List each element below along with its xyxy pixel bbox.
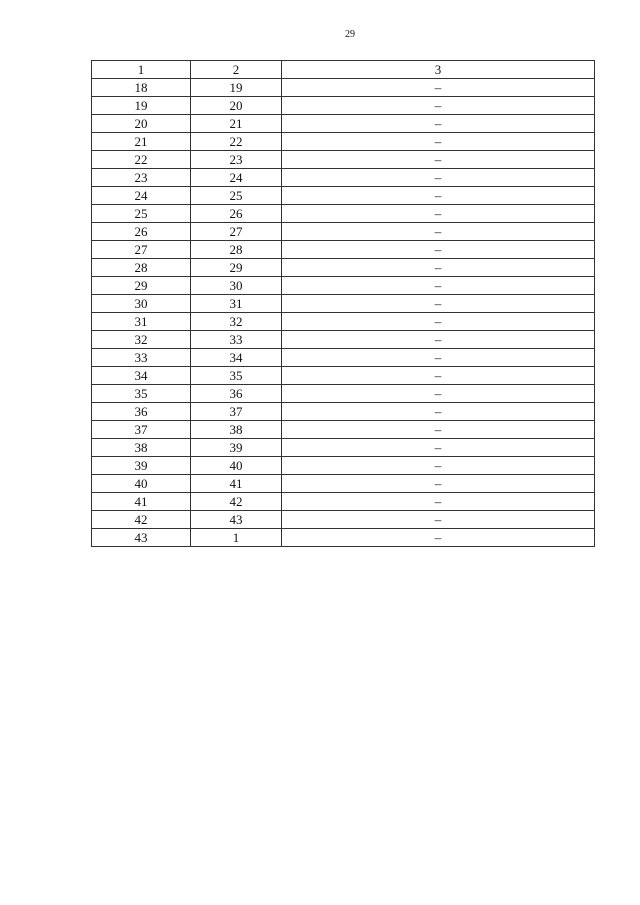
table-row: [92, 169, 595, 187]
table-cell-col-1: 32: [92, 331, 191, 349]
table-row: [92, 475, 595, 493]
table-cell-col-3: –: [282, 205, 595, 223]
table-cell-col-1: 42: [92, 511, 191, 529]
table-row: [92, 529, 595, 547]
table-cell-col-2: 21: [191, 115, 282, 133]
table-row: [92, 205, 595, 223]
table-row: [92, 511, 595, 529]
table-row: [92, 367, 595, 385]
table-cell-col-2: 38: [191, 421, 282, 439]
table-cell-col-1: 29: [92, 277, 191, 295]
table-cell-col-3: –: [282, 313, 595, 331]
table-cell-col-2: 36: [191, 385, 282, 403]
table-row: [92, 133, 595, 151]
table-cell-col-3: –: [282, 259, 595, 277]
table-row: [92, 403, 595, 421]
table-cell-col-1: 18: [92, 79, 191, 97]
table-cell-col-1: 25: [92, 205, 191, 223]
table-cell-col-3: –: [282, 403, 595, 421]
table-cell-col-2: 34: [191, 349, 282, 367]
table-cell-col-3: –: [282, 187, 595, 205]
table-row: [92, 223, 595, 241]
table-cell-col-3: –: [282, 367, 595, 385]
table-cell-col-2: 39: [191, 439, 282, 457]
table-cell-col-3: –: [282, 385, 595, 403]
table-cell-col-2: 24: [191, 169, 282, 187]
table-cell-col-3: –: [282, 133, 595, 151]
table-row: [92, 421, 595, 439]
table-cell-col-1: 19: [92, 97, 191, 115]
table-cell-col-1: 41: [92, 493, 191, 511]
table-row: [92, 493, 595, 511]
table-row: [92, 439, 595, 457]
table-cell-col-2: 31: [191, 295, 282, 313]
table-row: [92, 79, 595, 97]
column-header-1: 1: [92, 61, 191, 79]
table-cell-col-1: 40: [92, 475, 191, 493]
table-cell-col-2: 28: [191, 241, 282, 259]
table-cell-col-3: –: [282, 151, 595, 169]
table-cell-col-2: 19: [191, 79, 282, 97]
table-body: [92, 79, 595, 547]
table-row: [92, 457, 595, 475]
table-row: [92, 313, 595, 331]
table-row: [92, 349, 595, 367]
table-header: [92, 61, 595, 79]
table-cell-col-1: 28: [92, 259, 191, 277]
table-cell-col-2: 35: [191, 367, 282, 385]
table-header-row: [92, 61, 595, 79]
column-header-2: 2: [191, 61, 282, 79]
table-cell-col-3: –: [282, 349, 595, 367]
table-cell-col-2: 41: [191, 475, 282, 493]
table-cell-col-3: –: [282, 331, 595, 349]
table-cell-col-1: 21: [92, 133, 191, 151]
table-cell-col-2: 1: [191, 529, 282, 547]
table-cell-col-1: 38: [92, 439, 191, 457]
table-cell-col-3: –: [282, 79, 595, 97]
table-cell-col-1: 36: [92, 403, 191, 421]
table-cell-col-1: 27: [92, 241, 191, 259]
table-cell-col-1: 30: [92, 295, 191, 313]
table-row: [92, 241, 595, 259]
table-cell-col-2: 42: [191, 493, 282, 511]
table-cell-col-3: –: [282, 457, 595, 475]
table-cell-col-3: –: [282, 169, 595, 187]
table-row: [92, 295, 595, 313]
table-row: [92, 385, 595, 403]
table-cell-col-1: 39: [92, 457, 191, 475]
table-cell-col-3: –: [282, 439, 595, 457]
table-cell-col-2: 32: [191, 313, 282, 331]
table-cell-col-3: –: [282, 241, 595, 259]
table-cell-col-2: 37: [191, 403, 282, 421]
page-number: 29: [345, 29, 355, 40]
table-cell-col-1: 33: [92, 349, 191, 367]
table-cell-col-1: 43: [92, 529, 191, 547]
table-cell-col-1: 37: [92, 421, 191, 439]
table-cell-col-2: 43: [191, 511, 282, 529]
table-cell-col-2: 40: [191, 457, 282, 475]
table-cell-col-2: 33: [191, 331, 282, 349]
table-cell-col-2: 23: [191, 151, 282, 169]
table-row: [92, 259, 595, 277]
table-row: [92, 151, 595, 169]
table-cell-col-1: 34: [92, 367, 191, 385]
table-cell-col-1: 22: [92, 151, 191, 169]
table-cell-col-3: –: [282, 475, 595, 493]
table-cell-col-2: 27: [191, 223, 282, 241]
table-row: [92, 115, 595, 133]
table-cell-col-1: 26: [92, 223, 191, 241]
table-cell-col-3: –: [282, 529, 595, 547]
table-cell-col-2: 20: [191, 97, 282, 115]
table-cell-col-3: –: [282, 511, 595, 529]
table-cell-col-1: 24: [92, 187, 191, 205]
table-cell-col-3: –: [282, 493, 595, 511]
table-cell-col-2: 29: [191, 259, 282, 277]
table-cell-col-3: –: [282, 115, 595, 133]
table-row: [92, 331, 595, 349]
table-row: [92, 277, 595, 295]
table-cell-col-3: –: [282, 295, 595, 313]
data-table: [91, 60, 595, 547]
table-cell-col-1: 31: [92, 313, 191, 331]
table-cell-col-2: 30: [191, 277, 282, 295]
table-row: [92, 187, 595, 205]
column-header-3: 3: [282, 61, 595, 79]
table-cell-col-1: 35: [92, 385, 191, 403]
table-cell-col-3: –: [282, 421, 595, 439]
table-cell-col-3: –: [282, 223, 595, 241]
table-row: [92, 97, 595, 115]
table-cell-col-1: 20: [92, 115, 191, 133]
table-cell-col-2: 22: [191, 133, 282, 151]
table-cell-col-2: 26: [191, 205, 282, 223]
table-cell-col-2: 25: [191, 187, 282, 205]
table-cell-col-1: 23: [92, 169, 191, 187]
table-cell-col-3: –: [282, 97, 595, 115]
table-cell-col-3: –: [282, 277, 595, 295]
